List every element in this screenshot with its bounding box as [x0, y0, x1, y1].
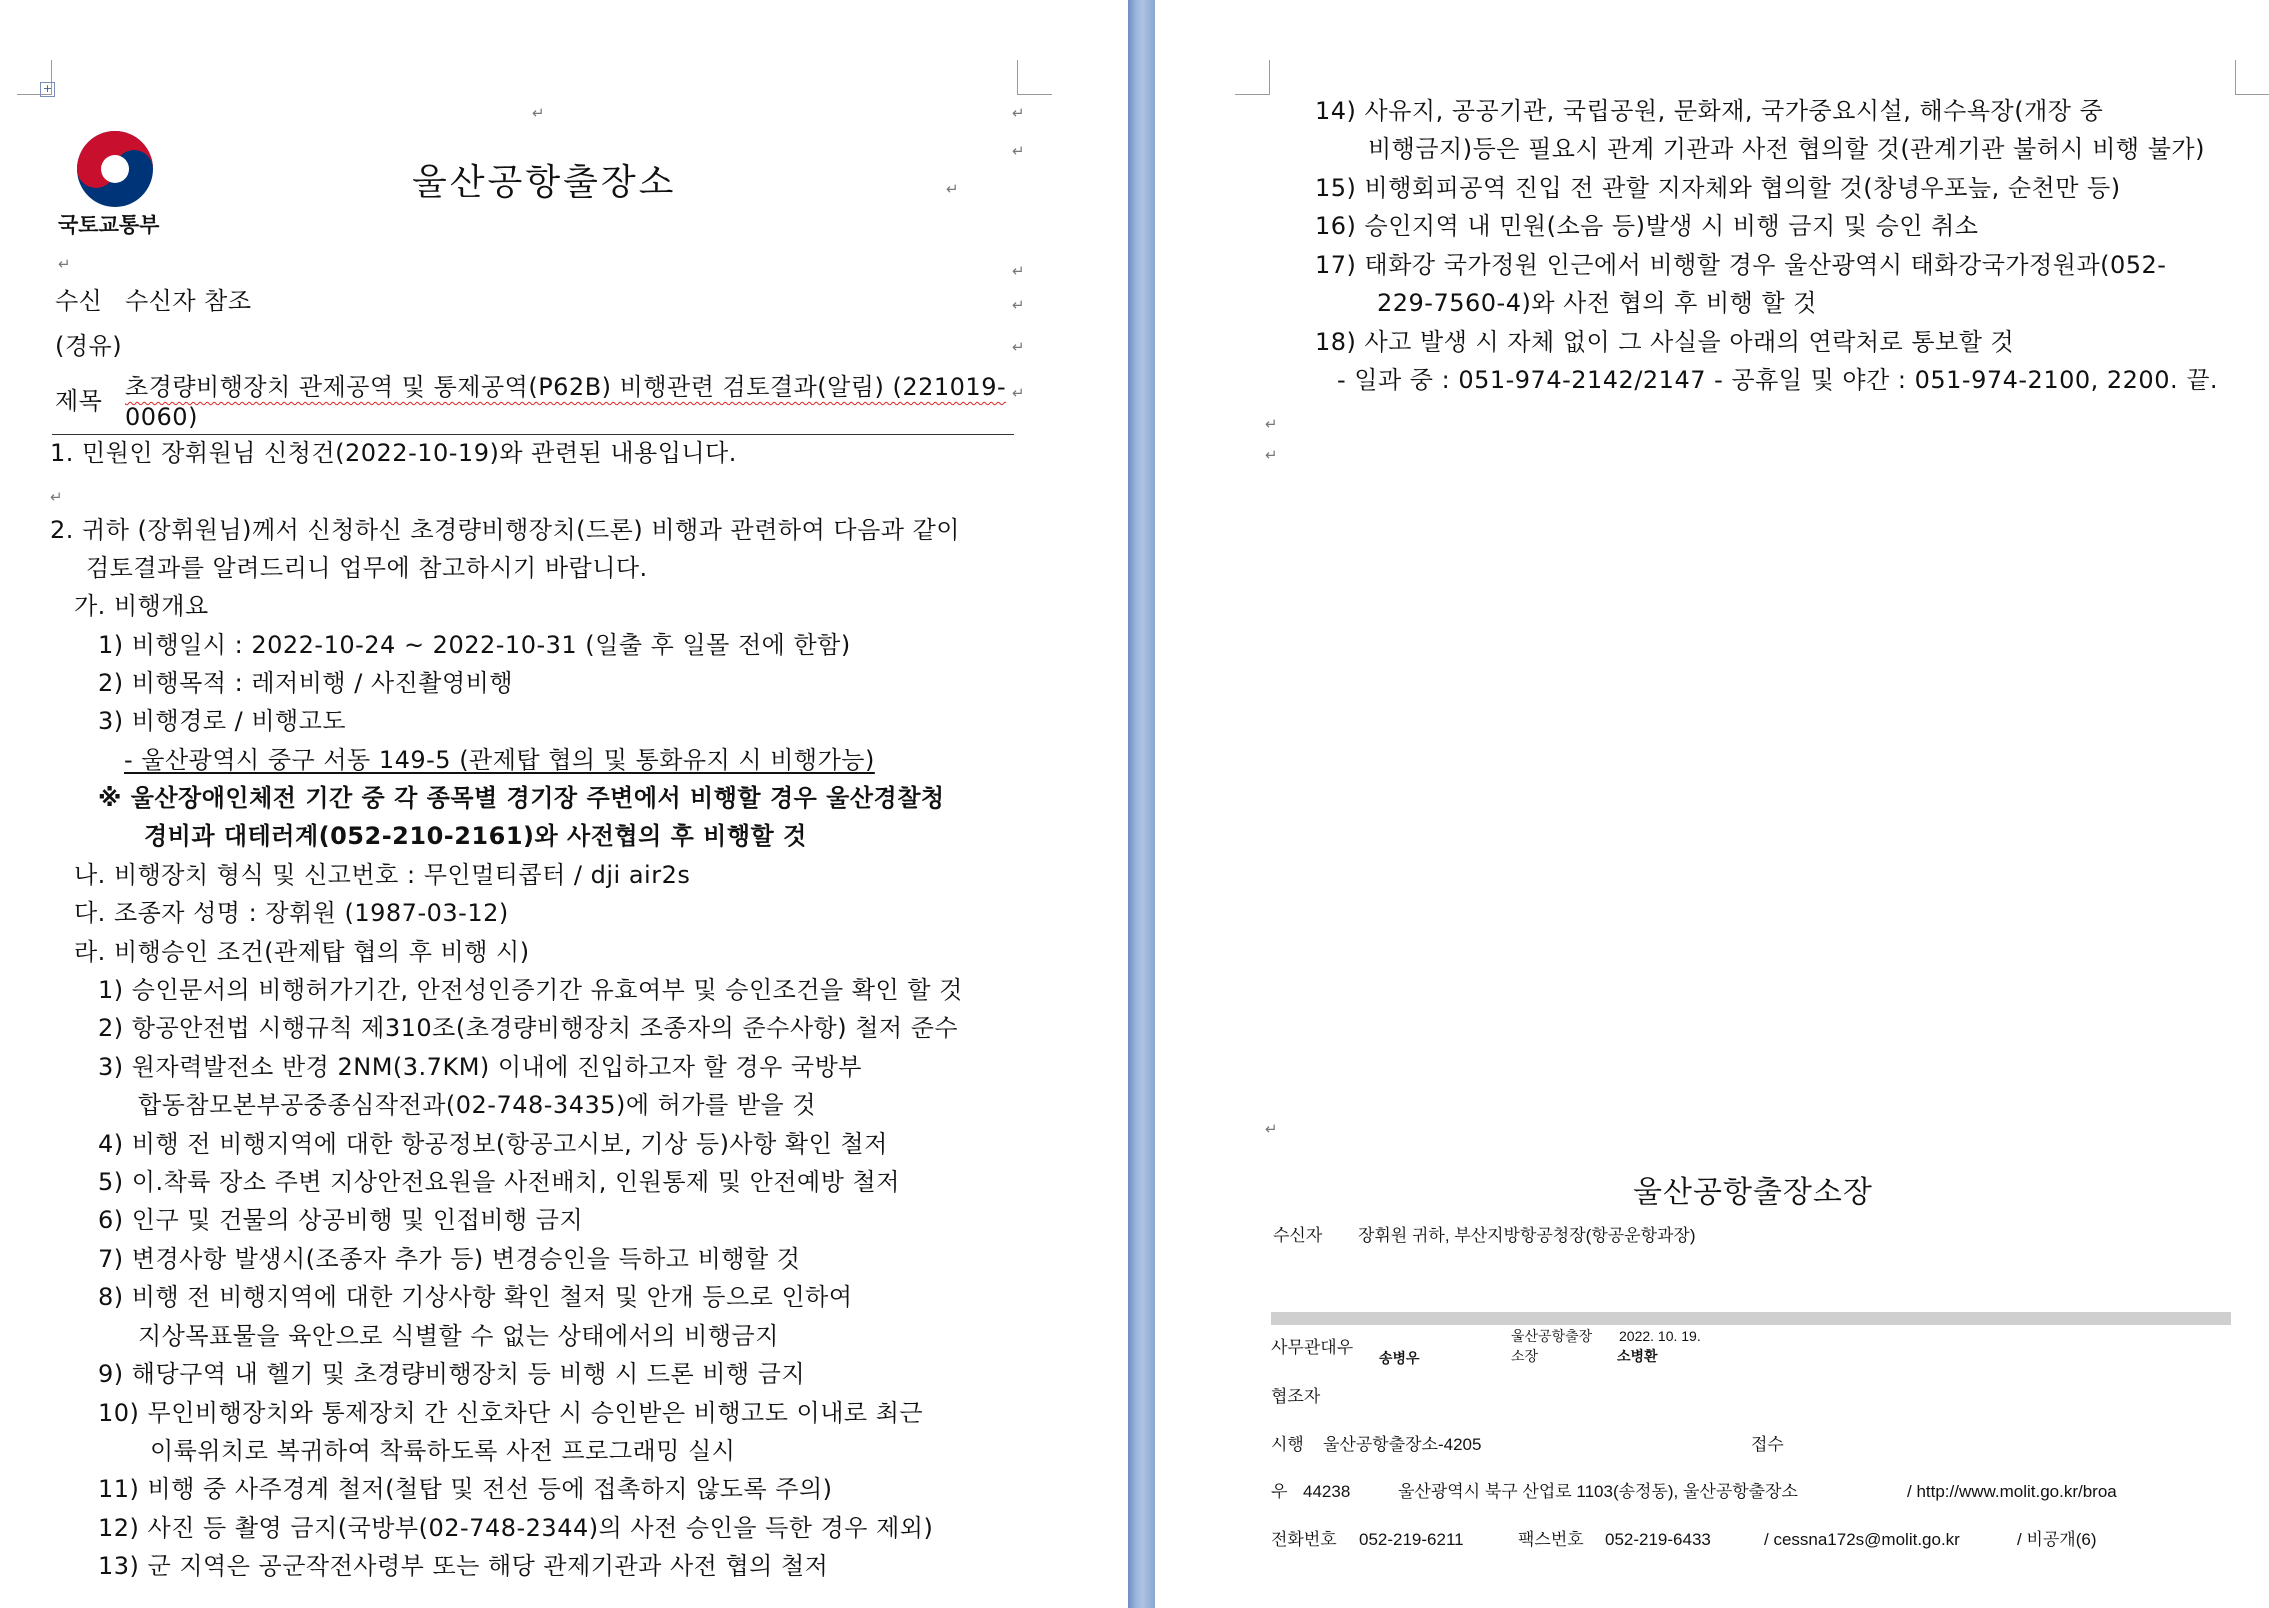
- phone-label: 전화번호: [1271, 1530, 1337, 1549]
- paragraph-mark-icon: ↵: [50, 488, 63, 506]
- officer-label: 사무관대우: [1271, 1338, 1354, 1357]
- contact-line: - 일과 중 : 051-974-2142/2147 - 공휴일 및 야간 : 051-974-2100, 2200. 끝.: [1337, 366, 2219, 394]
- paragraph-mark-icon: ↵: [1012, 104, 1025, 122]
- postal-code: 44238: [1303, 1482, 1351, 1501]
- chief-org: 울산공항출장: [1511, 1328, 1593, 1344]
- condition-item: 5) 이.착륙 장소 주변 지상안전요원을 사전배치, 인원통제 및 안전예방 철저: [98, 1168, 900, 1196]
- flight-purpose-item: 2) 비행목적 : 레저비행 / 사진촬영비행: [98, 669, 514, 697]
- flight-date-item: 1) 비행일시 : 2022-10-24 ~ 2022-10-31 (일출 후 일몰 전에 한함): [98, 631, 851, 659]
- condition-item: 9) 해당구역 내 헬기 및 초경량비행장치 등 비행 시 드론 비행 금지: [98, 1360, 806, 1388]
- condition-item: 10) 무인비행장치와 통제장치 간 신호차단 시 승인받은 비행고도 이내로 최근: [98, 1399, 924, 1427]
- fax-value: 052-219-6433: [1605, 1530, 1711, 1549]
- phone-value: 052-219-6211: [1359, 1530, 1464, 1549]
- left-page: [0, 0, 1128, 1608]
- signature-title: 울산공항출장소장: [1633, 1175, 1873, 1210]
- email-link[interactable]: / cessna172s@molit.go.kr: [1764, 1530, 1960, 1549]
- recipient-label: 수신: [55, 287, 103, 315]
- condition-item: 14) 사유지, 공공기관, 국립공원, 문화재, 국가중요시설, 해수욕장(개장 중: [1315, 97, 2104, 125]
- paragraph-mark-icon: ↵: [1012, 296, 1025, 314]
- subject-line-2: 0060): [125, 403, 198, 431]
- subject-line-1: 초경량비행장치 관제공역 및 통제공역(P62B) 비행관련 검토결과(알림) (221019-: [125, 373, 1007, 401]
- section-da: 다. 조종자 성명 : 장휘원 (1987-03-12): [74, 899, 509, 927]
- margin-corner-mark: [1017, 60, 1052, 95]
- ministry-emblem-icon: [74, 128, 156, 214]
- paragraph-2-line-2: 검토결과를 알려드리니 업무에 참고하시기 바랍니다.: [86, 554, 648, 582]
- condition-item: 13) 군 지역은 공군작전사령부 또는 해당 관제기관과 사전 협의 철저: [98, 1552, 829, 1580]
- condition-item: 8) 비행 전 비행지역에 대한 기상사항 확인 철저 및 안개 등으로 인하여: [98, 1283, 853, 1311]
- recipient-value: 수신자 참조: [125, 287, 252, 315]
- margin-corner-mark: [1235, 60, 1270, 95]
- flight-route-item: 3) 비행경로 / 비행고도: [98, 707, 347, 735]
- paragraph-mark-icon: ↵: [1012, 384, 1025, 402]
- paragraph-mark-icon: ↵: [1012, 338, 1025, 356]
- condition-item-continued: 비행금지)등은 필요시 관계 기관과 사전 협의할 것(관계기관 불허시 비행 불가): [1368, 135, 2205, 163]
- fax-label: 팩스번호: [1518, 1530, 1584, 1549]
- flight-route-detail: - 울산광역시 중구 서동 149-5 (관제탑 협의 및 통화유지 시 비행가능): [124, 746, 875, 774]
- recipients-value: 장휘원 귀하, 부산지방항공청장(항공운항과장): [1358, 1226, 1696, 1245]
- condition-item: 7) 변경사항 발생시(조종자 추가 등) 변경승인을 득하고 비행할 것: [98, 1245, 801, 1273]
- paragraph-mark-icon: ↵: [1265, 1120, 1278, 1138]
- notice-line-1: ※ 울산장애인체전 기간 중 각 종목별 경기장 주변에서 비행할 경우 울산경찰청: [98, 784, 945, 812]
- condition-item: 12) 사진 등 촬영 금지(국방부(02-748-2344)의 사전 승인을 득한 경우 제외): [98, 1514, 934, 1542]
- chief-name: 소병환: [1617, 1348, 1658, 1364]
- paragraph-mark-icon: ↵: [58, 255, 71, 273]
- condition-item: 18) 사고 발생 시 자체 없이 그 사실을 아래의 연락처로 통보할 것: [1315, 328, 2015, 356]
- condition-item: 17) 태화강 국가정원 인근에서 비행할 경우 울산광역시 태화강국가정원과(052-: [1315, 251, 2167, 279]
- paragraph-mark-icon: ↵: [946, 180, 959, 198]
- section-ra: 라. 비행승인 조건(관제탑 협의 후 비행 시): [74, 938, 530, 966]
- paragraph-1: 1. 민원인 장휘원님 신청건(2022-10-19)와 관련된 내용입니다.: [50, 439, 737, 467]
- condition-item: 2) 항공안전법 시행규칙 제310조(초경량비행장치 조종자의 준수사항) 철저 준수: [98, 1014, 959, 1042]
- right-page: [1155, 0, 2269, 1608]
- receipt-label: 접수: [1751, 1435, 1784, 1454]
- condition-item: 3) 원자력발전소 반경 2NM(3.7KM) 이내에 진입하고자 할 경우 국방부: [98, 1053, 862, 1081]
- enforce-value: 울산공항출장소-4205: [1323, 1435, 1482, 1454]
- paragraph-mark-icon: ↵: [1265, 415, 1278, 433]
- condition-item: 15) 비행회피공역 진입 전 관할 지자체와 협의할 것(창녕우포늪, 순천만 등): [1315, 174, 2121, 202]
- ministry-name: 국토교통부: [58, 214, 160, 237]
- address: 울산광역시 북구 산업로 1103(송정동), 울산공항출장소: [1398, 1482, 1798, 1501]
- chief-label: 소장: [1511, 1348, 1539, 1364]
- paragraph-mark-icon: ↵: [1012, 262, 1025, 280]
- condition-item: 1) 승인문서의 비행허가기간, 안전성인증기간 유효여부 및 승인조건을 확인 할 것: [98, 976, 963, 1004]
- signature-bar: [1271, 1312, 2231, 1325]
- condition-item: 6) 인구 및 건물의 상공비행 및 인접비행 금지: [98, 1206, 584, 1234]
- paragraph-mark-icon: ↵: [1012, 142, 1025, 160]
- condition-item: 4) 비행 전 비행지역에 대한 항공정보(항공고시보, 기상 등)사항 확인 철저: [98, 1130, 888, 1158]
- table-move-handle-icon[interactable]: +: [40, 82, 55, 97]
- disclosure-status: / 비공개(6): [2017, 1530, 2097, 1549]
- recipients-label: 수신자: [1273, 1226, 1323, 1245]
- cooperator-label: 협조자: [1271, 1387, 1321, 1406]
- condition-item: 11) 비행 중 사주경계 철저(철탑 및 전선 등에 접촉하지 않도록 주의): [98, 1475, 833, 1503]
- document-org-title: 울산공항출장소: [412, 162, 677, 203]
- header-divider: [52, 434, 1014, 435]
- page-gutter: [1128, 0, 1155, 1608]
- condition-item-continued: 229-7560-4)와 사전 협의 후 비행 할 것: [1377, 289, 1817, 317]
- enforce-label: 시행: [1271, 1435, 1304, 1454]
- postal-label: 우: [1271, 1482, 1288, 1501]
- condition-item-continued: 지상목표물을 육안으로 식별할 수 없는 상태에서의 비행금지: [138, 1322, 779, 1350]
- condition-item-continued: 이륙위치로 복귀하여 착륙하도록 사전 프로그래밍 실시: [150, 1437, 736, 1465]
- paragraph-mark-icon: ↵: [532, 104, 545, 122]
- paragraph-mark-icon: ↵: [1265, 446, 1278, 464]
- officer-name: 송병우: [1379, 1350, 1420, 1366]
- chief-date: 2022. 10. 19.: [1619, 1328, 1701, 1344]
- notice-line-2: 경비과 대테러계(052-210-2161)와 사전협의 후 비행할 것: [144, 822, 807, 850]
- via-label: (경유): [55, 332, 123, 360]
- subject-label: 제목: [55, 387, 103, 415]
- section-ga-heading: 가. 비행개요: [74, 592, 209, 620]
- section-na: 나. 비행장치 형식 및 신고번호 : 무인멀티콥터 / dji air2s: [74, 861, 691, 889]
- condition-item-continued: 합동참모본부공중종심작전과(02-748-3435)에 허가를 받을 것: [138, 1091, 817, 1119]
- condition-item: 16) 승인지역 내 민원(소음 등)발생 시 비행 금지 및 승인 취소: [1315, 212, 1979, 240]
- website-link[interactable]: / http://www.molit.go.kr/broa: [1907, 1482, 2117, 1501]
- margin-corner-mark: [2235, 60, 2269, 95]
- paragraph-2-line-1: 2. 귀하 (장휘원님)께서 신청하신 초경량비행장치(드론) 비행과 관련하여 다음과 같이: [50, 516, 960, 544]
